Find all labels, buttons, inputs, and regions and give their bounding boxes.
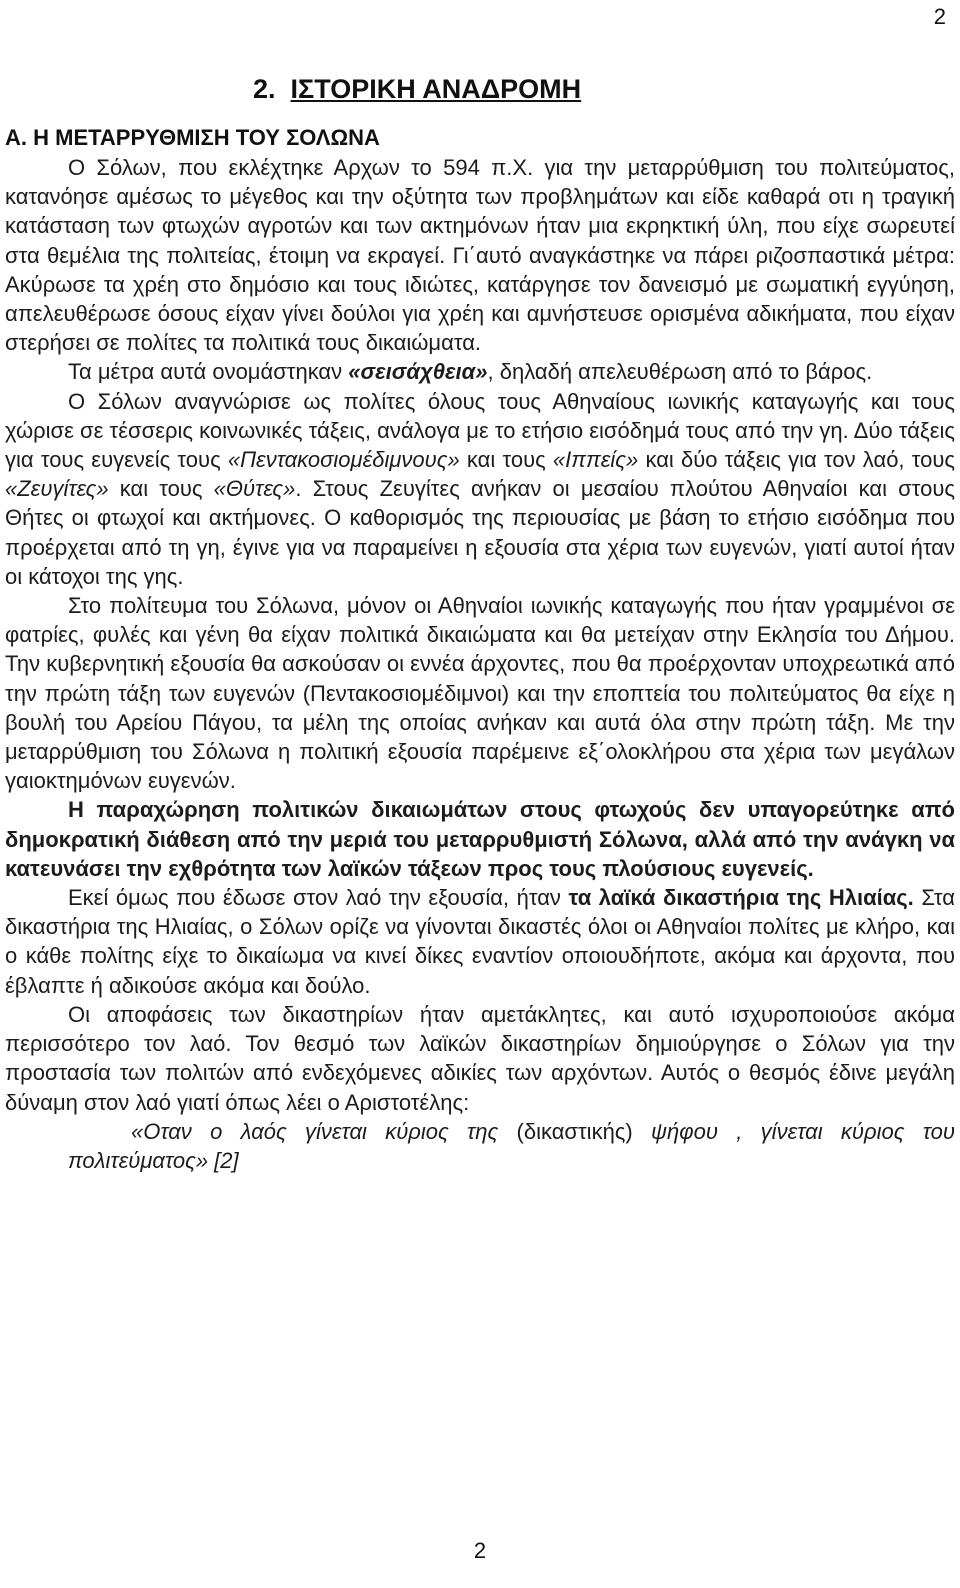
chapter-title: ΙΣΤΟΡΙΚΗ ΑΝΑΔΡΟΜΗ — [290, 74, 582, 104]
section-title: Α. Η ΜΕΤΑΡΡΥΘΜΙΣΗ ΤΟΥ ΣΟΛΩΝΑ — [5, 125, 380, 150]
page-number-bottom: 2 — [473, 1538, 487, 1563]
paragraph-5-bold: Η παραχώρηση πολιτικών δικαιωμάτων στους φτωχούς δεν υπαγορεύτηκε από δημοκρατική διάθεση από την μεριά του μεταρρυθμιστή Σόλωνα, αλλά από την ανάγκη να κατευνάσει την εχθρότητα των λαϊκών τάξεων προς τους πλούσιους ευγενείς. — [5, 797, 955, 881]
paragraph-4: Στο πολίτευμα του Σόλωνα, μόνον οι Αθηναίοι ιωνικής καταγωγής που ήταν γραμμένοι σε φατρίες, φυλές και γένη θα είχαν πολιτικά δικαιώματα και θα μετείχαν στην Εκλησία του Δήμου. Την κυβερνητική εξουσία θα ασκούσαν οι εννέα άρχοντες, που θα προέρχονταν υποχρεωτικά από την πρώτη τάξη των ευγενών (Πεντακοσιομέδιμνοι) και την εποπτεία του πολιτεύματος θα είχε η βουλή του Αρείου Πάγου, τα μέλη της οποίας ανήκαν και αυτά όλα στην πρώτη τάξη. Με την μεταρρύθμιση του Σόλωνα η πολιτική εξουσία παρέμεινε εξ΄ολοκλήρου στα χέρια των μεγάλων γαιοκτημόνων ευγενών. — [5, 593, 955, 794]
class-zeugites: «Ζευγίτες» — [5, 476, 109, 502]
heliaia-courts-term: τα λαϊκά δικαστήρια της Ηλιαίας. — [568, 885, 914, 911]
paragraph-7: Οι αποφάσεις των δικαστηρίων ήταν αμετάκλητες, και αυτό ισχυροποιούσε ακόμα περισσότερο τον λαό. Τον θεσμό των λαϊκών δικαστηρίων δημιούργησε ο Σόλων για την προστασία των πολιτών από ενδεχόμενες αδικίες των αρχόντων. Αυτός ο θεσμός έδινε μεγάλη δύναμη στον λαό γιατί όπως λέει ο Αριστοτέλης: — [5, 1001, 955, 1115]
page-number-top: 2 — [933, 4, 946, 29]
paragraph-6 — [5, 883, 955, 1000]
p3-text-e: και δύο τάξεις για τον λαό, τους — [638, 447, 955, 473]
paragraph-2 — [5, 357, 955, 386]
p6-text-a: Εκεί όμως που έδωσε στον λαό την εξουσία, ήταν — [68, 885, 569, 911]
paragraph-1: Ο Σόλων, που εκλέχτηκε Αρχων το 594 π.Χ. για την μεταρρύθμιση του πολιτεύματος, κατανόησε αμέσως το μέγεθος και την οξύτητα των προβλημάτων και είδε καθαρά οτι η τραγική κατάσταση των φτωχών αγροτών και των ακτημόνων ήταν μια εκρηκτική ύλη, που είχε σωρευτεί στα θεμέλια της πολιτείας, έτοιμη να εκραγεί. Γι΄αυτό αναγκάστηκε να πάρει ριζοσπαστικά μέτρα: Ακύρωσε τα χρέη στο δημόσιο και τους ιδιώτες, κατάργησε τον δανεισμό με σωματική εγγύηση, απελευθέρωσε όσους είχαν γίνει δούλοι για χρέη και αμνήστευσε ορισμένα αδικήματα, που είχαν στερήσει σε πολίτες τα πολιτικά τους δικαιώματα. — [5, 155, 955, 356]
p2-text-c: , δηλαδή απελευθέρωση από το βάρος. — [487, 359, 873, 385]
p3-text-c: και τους — [459, 447, 553, 473]
chapter-number: 2. — [253, 74, 276, 104]
aristotle-quote — [5, 1117, 955, 1175]
quote-part-a: «Οταν ο λαός γίνεται κύριος της — [131, 1118, 499, 1144]
chapter-heading — [5, 74, 955, 105]
p2-text-a: Τα μέτρα αυτά ονομάστηκαν — [68, 359, 349, 385]
document-body — [5, 74, 955, 1175]
body-text — [5, 153, 955, 1175]
p3-text-g: και τους — [108, 476, 214, 502]
p3-text-i: . Στους Ζευγίτες ανήκαν οι μεσαίου πλούτου Αθηναίοι και στους Θήτες οι φτωχοί και ακτήμονες. Ο καθορισμός της περιουσίας με βάση το ετήσιο εισόδημα που προέρχεται από τη γη, έγινε για να παραμείνει η εξουσία στα χέρια των ευγενών, γιατί αυτοί ήταν οι κάτοχοι της γης. — [5, 476, 955, 589]
class-ippeis: «Ιππείς» — [552, 447, 639, 473]
p3-text-a: Ο Σόλων αναγνώρισε ως πολίτες όλους τους Αθηναίους ιωνικής καταγωγής και τους χώρισε σε τέσσερις κοινωνικές τάξεις, ανάλογα με το ετήσιο εισόδημά τους από την γη. Δύο τάξεις για τους ευγενείς τους — [5, 388, 955, 473]
p6-text-c: Στα δικαστήρια της Ηλιαίας, ο Σόλων ορίζε να γίνονται δικαστές όλοι οι Αθηναίοι πολίτες με κλήρο, και ο κάθε πολίτης είχε το δικαίωμα να κινεί δίκες εναντίον οποιουδήποτε, ακόμα και άρχοντα, που έβλαπτε ή αδικούσε ακόμα και δούλο. — [5, 885, 956, 998]
quote-part-b: (δικαστικής) — [498, 1118, 652, 1144]
quote-part-c: ψήφου , γίνεται κύριος του πολιτεύματος» [2] — [68, 1118, 955, 1173]
paragraph-3 — [5, 387, 955, 591]
class-pentakosiomedimnoi: «Πεντακοσιομέδιμνους» — [227, 447, 460, 473]
class-thytes: «Θύτες» — [213, 476, 296, 502]
seisachtheia-term: «σεισάχθεια» — [348, 359, 488, 385]
